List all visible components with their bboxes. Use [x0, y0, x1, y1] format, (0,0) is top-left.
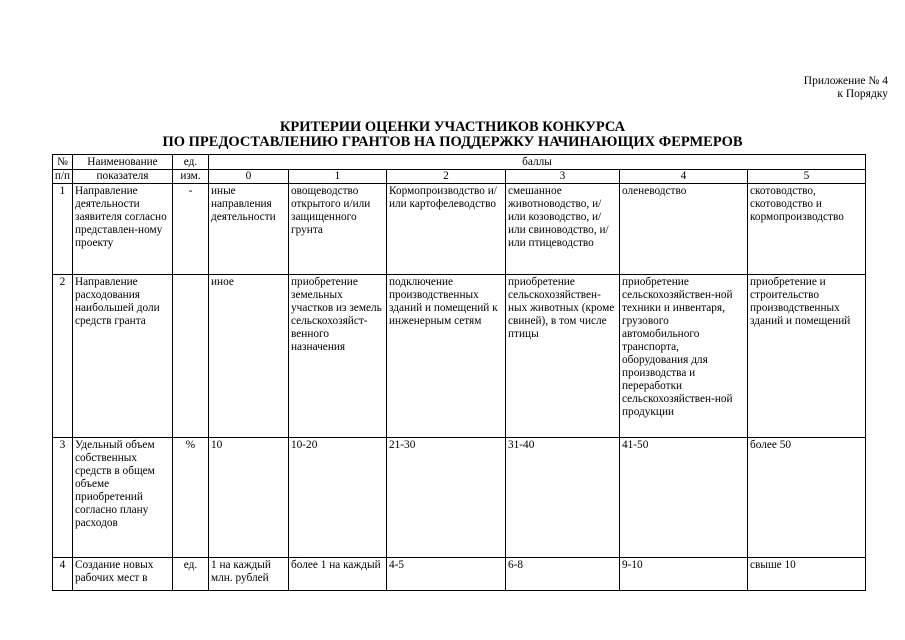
annex-note [804, 75, 888, 101]
criteria-table [52, 154, 866, 591]
header-score-5: 5 [748, 170, 866, 184]
header-row-2 [53, 170, 866, 184]
score-cell: 9-10 [620, 558, 748, 591]
annex-number: Приложение № 4 [803, 75, 888, 87]
unit-cell: - [173, 184, 209, 275]
header-name: Наименование [73, 155, 173, 170]
score-cell: приобретение сельскохозяйствен-ных животных (кроме свиней), в том числе птицы [506, 275, 620, 438]
header-score-3: 3 [506, 170, 620, 184]
unit-cell [173, 275, 209, 438]
table-row [53, 438, 866, 558]
title-line-1: КРИТЕРИИ ОЦЕНКИ УЧАСТНИКОВ КОНКУРСА [279, 119, 626, 135]
table-row [53, 558, 866, 591]
score-cell: иное [209, 275, 289, 438]
indicator-name: Направление расходования наибольшей доли средств гранта [73, 275, 173, 438]
row-number: 4 [53, 558, 73, 591]
annex-reference: к Порядку [837, 88, 888, 100]
score-cell: скотоводство, скотоводство и кормопроизводство [748, 184, 866, 275]
score-cell: смешанное животноводство, и/или козоводство, и/или свиноводство, и/или птицеводство [506, 184, 620, 275]
header-unit-sub: изм. [173, 170, 209, 184]
header-name-sub: показателя [73, 170, 173, 184]
score-cell: 31-40 [506, 438, 620, 558]
table-row [53, 184, 866, 275]
header-score-4: 4 [620, 170, 748, 184]
row-number: 3 [53, 438, 73, 558]
score-cell: подключение производственных зданий и помещений к инженерным сетям [387, 275, 506, 438]
score-cell: приобретение и строительство производственных зданий и помещений [748, 275, 866, 438]
score-cell: овощеводство открытого и/или защищенного грунта [289, 184, 387, 275]
title-line-2: ПО ПРЕДОСТАВЛЕНИЮ ГРАНТОВ НА ПОДДЕРЖКУ НАЧИНАЮЩИХ ФЕРМЕРОВ [162, 134, 743, 150]
header-unit: ед. [173, 155, 209, 170]
unit-cell: ед. [173, 558, 209, 591]
document-title [0, 120, 905, 150]
header-score-2: 2 [387, 170, 506, 184]
header-row-1 [53, 155, 866, 170]
header-num: № [53, 155, 73, 170]
table-row [53, 275, 866, 438]
score-cell: 10-20 [289, 438, 387, 558]
indicator-name: Направление деятельности заявителя согласно представлен-ному проекту [73, 184, 173, 275]
score-cell: более 1 на каждый [289, 558, 387, 591]
score-cell: 6-8 [506, 558, 620, 591]
indicator-name: Удельный объем собственных средств в общем объеме приобретений согласно плану расходов [73, 438, 173, 558]
row-number: 1 [53, 184, 73, 275]
row-number: 2 [53, 275, 73, 438]
score-cell: 41-50 [620, 438, 748, 558]
score-cell: свыше 10 [748, 558, 866, 591]
header-points: баллы [209, 155, 866, 170]
score-cell: оленеводство [620, 184, 748, 275]
score-cell: 10 [209, 438, 289, 558]
header-num-sub: п/п [53, 170, 73, 184]
header-score-0: 0 [209, 170, 289, 184]
score-cell: приобретение земельных участков из земель сельскохозяйст-венного назначения [289, 275, 387, 438]
score-cell: 4-5 [387, 558, 506, 591]
score-cell: более 50 [748, 438, 866, 558]
score-cell: приобретение сельскохозяйствен-ной техники и инвентаря, грузового автомобильного транспорта, оборудования для производства и переработки сельскохозяйствен-ной продукции [620, 275, 748, 438]
header-score-1: 1 [289, 170, 387, 184]
score-cell: иные направления деятельности [209, 184, 289, 275]
score-cell: 1 на каждый млн. рублей [209, 558, 289, 591]
score-cell: Кормопроизводство и/или картофелеводство [387, 184, 506, 275]
score-cell: 21-30 [387, 438, 506, 558]
unit-cell: % [173, 438, 209, 558]
indicator-name: Создание новых рабочих мест в [73, 558, 173, 591]
